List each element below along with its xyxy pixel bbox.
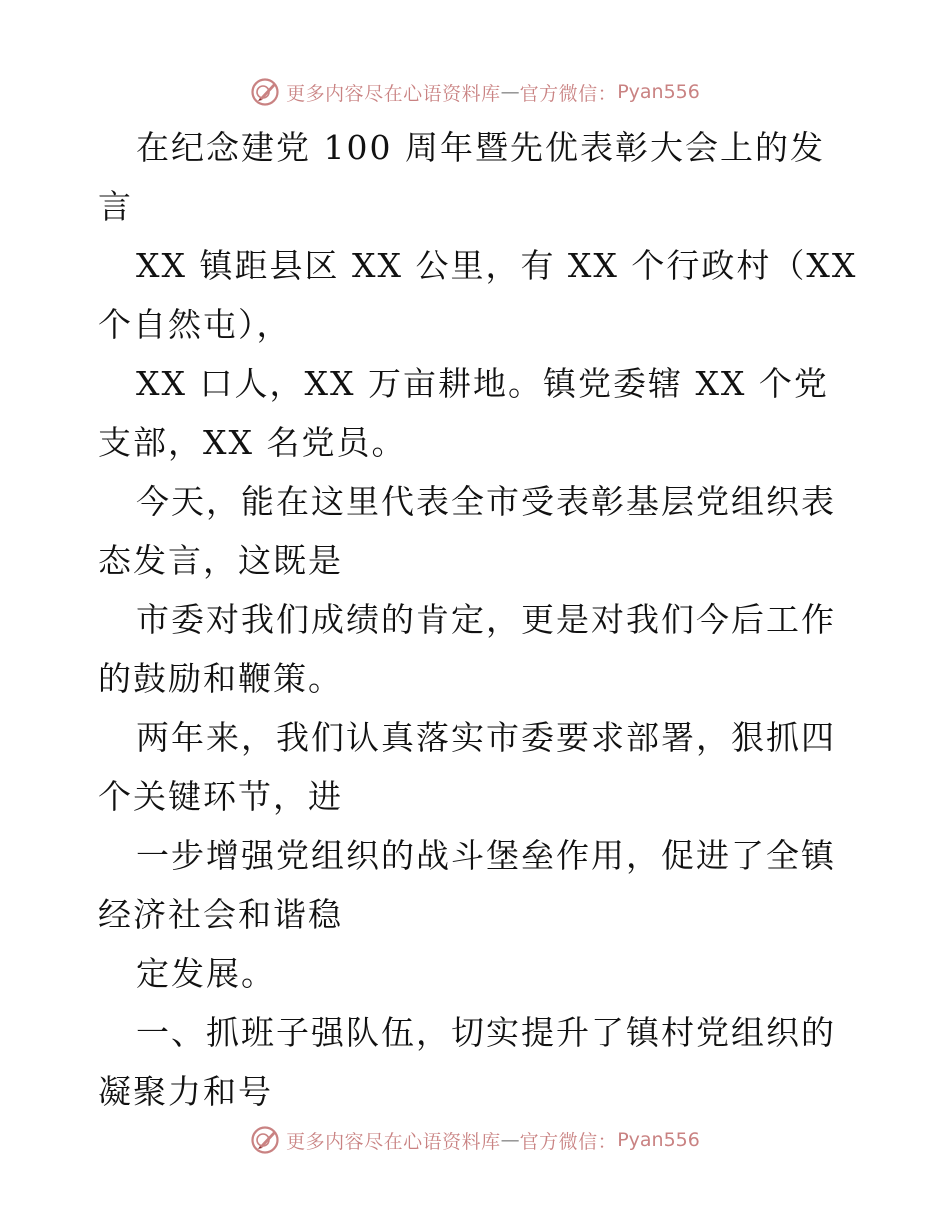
watermark-id: Pyan556 <box>617 81 700 103</box>
paragraph: 定发展。 <box>136 954 276 993</box>
paragraph: XX 口人，XX 万亩耕地。镇党委辖 XX 个党支部，XX 名党员。 <box>98 364 829 462</box>
pen-logo-icon <box>250 1125 280 1155</box>
watermark-separator: — <box>500 1129 520 1151</box>
header-watermark <box>0 72 950 112</box>
document-title: 在纪念建党 100 周年暨先优表彰大会上的发言 <box>98 128 825 226</box>
document-body <box>98 118 858 1121</box>
paragraph: 两年来，我们认真落实市委要求部署，狠抓四个关键环节，进 <box>98 718 836 816</box>
section-heading: 一、抓班子强队伍，切实提升了镇村党组织的凝聚力和号 <box>98 1013 836 1111</box>
watermark-separator: — <box>500 81 520 103</box>
watermark-label: 官方微信： <box>519 82 618 105</box>
watermark-text: 更多内容尽在心语资料库 <box>286 1130 501 1153</box>
paragraph: 一步增强党组织的战斗堡垒作用，促进了全镇经济社会和谐稳 <box>98 836 836 934</box>
watermark-id: Pyan556 <box>617 1129 700 1151</box>
paragraph: 市委对我们成绩的肯定，更是对我们今后工作的鼓励和鞭策。 <box>98 600 836 698</box>
pen-logo-icon <box>250 77 280 107</box>
paragraph: XX 镇距县区 XX 公里，有 XX 个行政村（XX 个自然屯）， <box>98 246 858 344</box>
watermark-text: 更多内容尽在心语资料库 <box>286 82 501 105</box>
paragraph: 今天，能在这里代表全市受表彰基层党组织表态发言，这既是 <box>98 482 836 580</box>
watermark-label: 官方微信： <box>519 1130 618 1153</box>
footer-watermark <box>0 1120 950 1160</box>
